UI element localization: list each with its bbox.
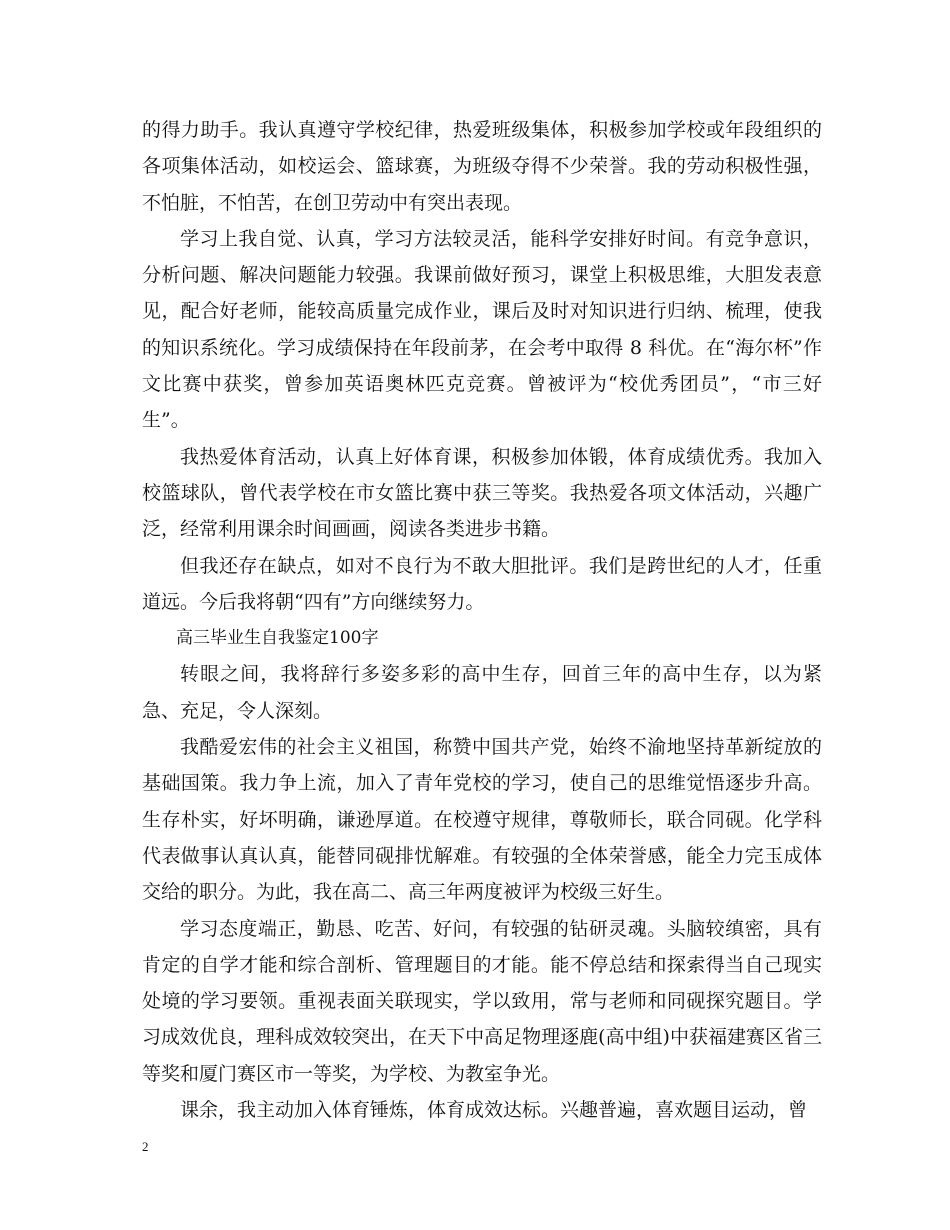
paragraph-learning-attitude: 学习态度端正，勤恳、吃苦、好问，有较强的钻研灵魂。头脑较缜密，具有肯定的自学才能和综合剖析、管理题目的才能。能不停总结和探索得当自己现实处境的学习要领。重视表面关联现实，学以致用，常与老师和同砚探究题目。学习成效优良，理科成效较突出，在天下中高足物理逐鹿(高中组)中获福建赛区省三等奖和厦门赛区市一等奖，为学校、为教室争光。 xyxy=(142,917,822,1085)
paragraph-sports: 我热爱体育活动，认真上好体育课，积极参加体锻，体育成绩优秀。我加入校篮球队，曾代表学校在市女篮比赛中获三等奖。我热爱各项文体活动，兴趣广泛，经常利用课余时间画画，阅读各类进步书籍。 xyxy=(142,445,822,541)
document-body xyxy=(142,112,822,1128)
paragraph-shortcomings: 但我还存在缺点，如对不良行为不敢大胆批评。我们是跨世纪的人才，任重道远。今后我将朝“四有”方向继续努力。 xyxy=(142,554,822,613)
paragraph-study: 学习上我自觉、认真，学习方法较灵活，能科学安排好时间。有竞争意识，分析问题、解决问题能力较强。我课前做好预习，课堂上积极思维，大胆发表意见，配合好老师，能较高质量完成作业，课后及时对知识进行归纳、梳理，使我的知识系统化。学习成绩保持在年段前茅，在会考中取得 8 科优。在“海尔杯”作文比赛中获奖，曾参加英语奥林匹克竞赛。曾被评为“校优秀团员”，“市三好生”。 xyxy=(142,227,822,432)
section-heading: 高三毕业生自我鉴定100字 xyxy=(176,628,379,649)
paragraph-continuation: 的得力助手。我认真遵守学校纪律，热爱班级集体，积极参加学校或年段组织的各项集体活动，如校运会、篮球赛，为班级夺得不少荣誉。我的劳动积极性强，不怕脏，不怕苦，在创卫劳动中有突出表现。 xyxy=(142,119,822,214)
paragraph-extracurricular: 课余，我主动加入体育锤炼，体育成效达标。兴趣普遍，喜欢题目运动，曾 xyxy=(180,1099,808,1122)
page-number: 2 xyxy=(142,1139,149,1154)
paragraph-intro: 转眼之间，我将辞行多姿多彩的高中生存，回首三年的高中生存，以为紧急、充足，令人深刻。 xyxy=(142,663,822,722)
paragraph-ideology: 我酷爱宏伟的社会主义祖国，称赞中国共产党，始终不渝地坚持革新绽放的基础国策。我力争上流，加入了青年党校的学习，使自己的思维觉悟逐步升高。生存朴实，好坏明确，谦逊厚道。在校遵守规律，尊敬师长，联合同砚。化学科代表做事认真认真，能替同砚排忧解难。有较强的全体荣誉感，能全力完玉成体交给的职分。为此，我在高二、高三年两度被评为校级三好生。 xyxy=(142,736,822,904)
